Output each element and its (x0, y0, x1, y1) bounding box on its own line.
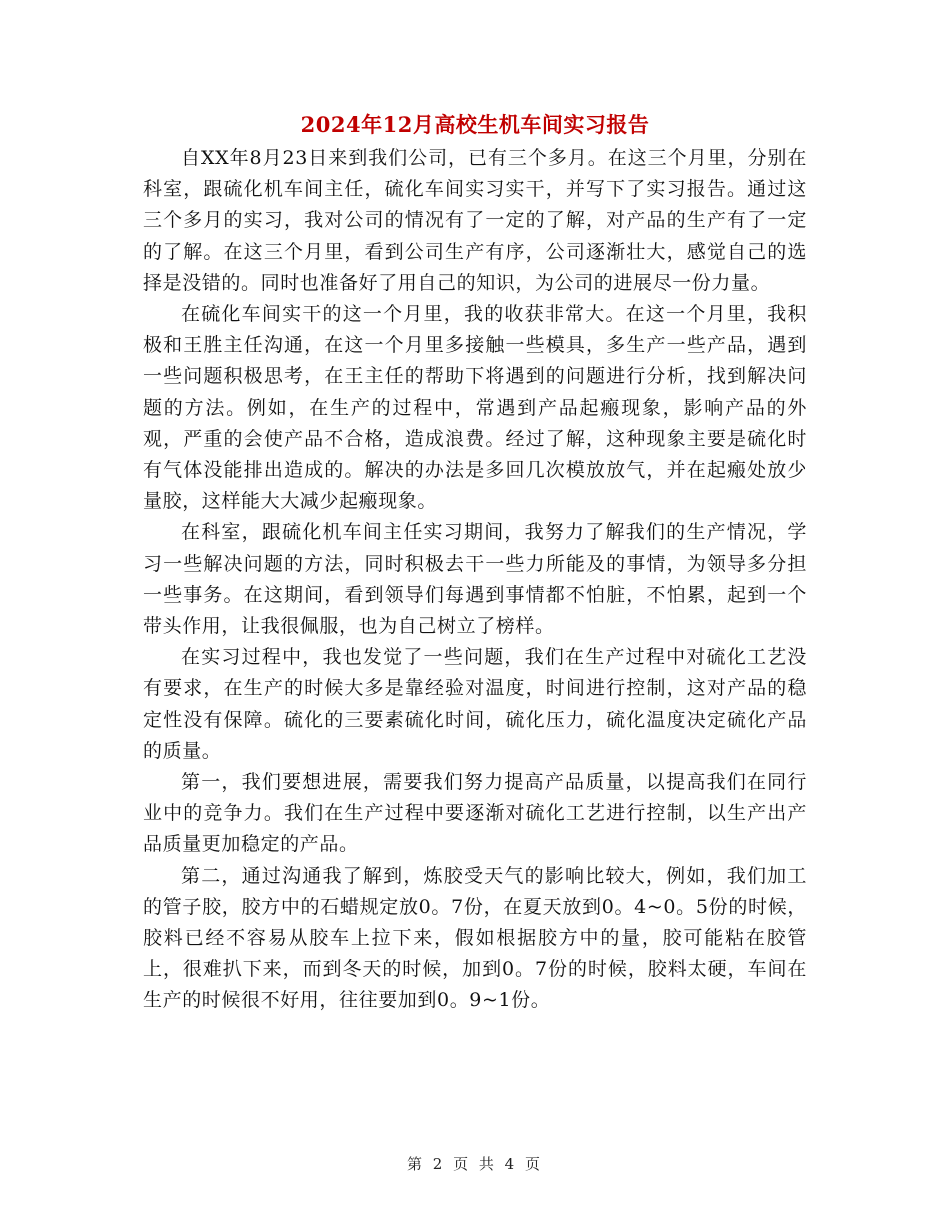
paragraph-4: 在实习过程中，我也发觉了一些问题，我们在生产过程中对硫化工艺没有要求，在生产的时候大多是靠经验对温度，时间进行控制，这对产品的稳定性没有保障。硫化的三要素硫化时间，硫化压力，硫化温度决定硫化产品的质量。 (143, 646, 807, 762)
paragraph-6: 第二，通过沟通我了解到，炼胶受天气的影响比较大，例如，我们加工的管子胶，胶方中的石蜡规定放0。7份，在夏天放到0。4~0。5份的时候，胶料已经不容易从胶车上拉下来，假如根据胶方中的量，胶可能粘在胶管上，很难扒下来，而到冬天的时候，加到0。7份的时候，胶料太硬，车间在生产的时候很不好用，往往要加到0。9~1份。 (143, 864, 807, 1012)
paragraph-3: 在科室，跟硫化机车间主任实习期间，我努力了解我们的生产情况，学习一些解决问题的方法，同时积极去干一些力所能及的事情，为领导多分担一些事务。在这期间，看到领导们每遇到事情都不怕脏，不怕累，起到一个带头作用，让我很佩服，也为自己树立了榜样。 (143, 521, 807, 638)
page-number-footer: 第 2 页 共 4 页 (407, 1155, 543, 1173)
paragraph-5: 第一，我们要想进展，需要我们努力提高产品质量，以提高我们在同行业中的竞争力。我们在生产过程中要逐渐对硫化工艺进行控制，以生产出产品质量更加稳定的产品。 (143, 771, 807, 856)
paragraph-1: 自XX年8月23日来到我们公司，已有三个多月。在这三个月里，分别在科室，跟硫化机车间主任，硫化车间实习实干，并写下了实习报告。通过这三个多月的实习，我对公司的情况有了一定的了解，对产品的生产有了一定的了解。在这三个月里，看到公司生产有序，公司逐渐壮大，感觉自己的选择是没错的。同时也准备好了用自己的知识，为公司的进展尽一份力量。 (143, 147, 807, 294)
paragraph-2: 在硫化车间实干的这一个月里，我的收获非常大。在这一个月里，我积极和王胜主任沟通，在这一个月里多接触一些模具，多生产一些产品，遇到一些问题积极思考，在王主任的帮助下将遇到的问题进行分析，找到解决问题的方法。例如，在生产的过程中，常遇到产品起瘢现象，影响产品的外观，严重的会使产品不合格，造成浪费。经过了解，这种现象主要是硫化时有气体没能排出造成的。解决的办法是多回几次模放放气，并在起瘢处放少量胶，这样能大大减少起瘢现象。 (143, 303, 807, 513)
document-body (143, 143, 807, 1017)
document-title: 2024年12月高校生机车间实习报告 (300, 112, 650, 137)
